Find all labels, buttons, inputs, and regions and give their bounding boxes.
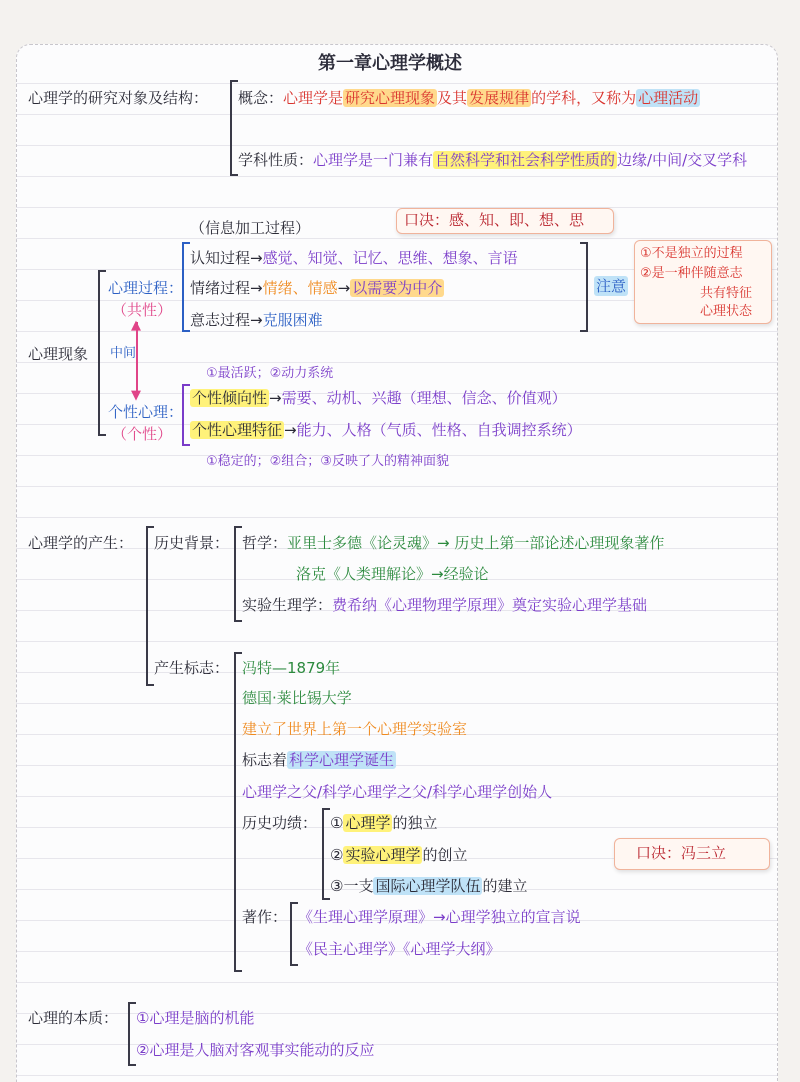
concept-line bbox=[238, 88, 700, 108]
s3-label: 心理学的产生： bbox=[28, 534, 134, 552]
merit-mnemonic-text: 口决：冯三立 bbox=[636, 844, 727, 862]
exp-text: 费希纳《心理物理学原理》奠定实验心理学基础 bbox=[332, 596, 648, 614]
bg-label: 历史背景： bbox=[154, 534, 230, 552]
mnemonic-text: 口决：感、知、即、想、思 bbox=[404, 211, 585, 229]
concept-pre: 心理学是 bbox=[283, 89, 344, 107]
tend-label: 个性倾向性 bbox=[192, 389, 268, 407]
works-label: 著作： bbox=[242, 908, 288, 926]
mark-bracket bbox=[234, 652, 242, 972]
works-2: 《民主心理学》《心理学大纲》 bbox=[298, 940, 501, 958]
merit-3-num: ③ bbox=[330, 877, 344, 895]
merit-1 bbox=[330, 813, 437, 833]
nature-label: 学科性质： bbox=[238, 151, 314, 169]
will-line bbox=[190, 310, 323, 330]
middle-label: 中间 bbox=[110, 346, 137, 361]
mark-2: 德国·莱比锡大学 bbox=[242, 689, 352, 707]
mark-4-pre: 标志着 bbox=[242, 751, 288, 769]
merit-1-hl: 心理学 bbox=[345, 814, 391, 832]
mark-5: 心理学之父/科学心理学之父/科学心理学创始人 bbox=[242, 783, 553, 801]
exp-line bbox=[242, 595, 647, 615]
concept-hl2: 发展规律 bbox=[469, 89, 530, 107]
cog-line bbox=[190, 248, 518, 268]
arrow: → bbox=[269, 389, 282, 407]
s2-root-bracket bbox=[98, 270, 106, 436]
char-line bbox=[190, 420, 582, 440]
cog-label: 认知过程 bbox=[190, 249, 251, 267]
concept-label: 概念： bbox=[238, 89, 284, 107]
concept-mid: 及其 bbox=[437, 89, 468, 107]
note-line-1: ①不是独立的过程 bbox=[640, 246, 743, 261]
note-label: 注意 bbox=[596, 277, 627, 295]
tend-items: 需要、动机、兴趣（理想、信念、价值观） bbox=[281, 389, 567, 407]
note-line-2: ②是一种伴随意志 bbox=[640, 266, 743, 281]
s4-label: 心理的本质： bbox=[28, 1009, 119, 1027]
arrow: → bbox=[250, 311, 263, 329]
arrow: → bbox=[250, 249, 263, 267]
pers-sub: （个性） bbox=[112, 425, 173, 443]
mark-1: 冯特—1879年 bbox=[242, 659, 341, 677]
s1-bracket bbox=[230, 80, 238, 176]
merit-2-post: 的创立 bbox=[422, 846, 468, 864]
concept-post: 的学科，又称为 bbox=[531, 89, 637, 107]
s4-bracket bbox=[128, 1002, 136, 1066]
merit-1-num: ① bbox=[330, 814, 344, 832]
s4-item-1: ①心理是脑的机能 bbox=[136, 1009, 255, 1027]
info-process: （信息加工过程） bbox=[190, 219, 311, 237]
middle-arrow-up: ▲ bbox=[131, 318, 141, 333]
merit-3 bbox=[330, 876, 528, 896]
proc-sub: （共性） bbox=[112, 301, 173, 319]
mark-3: 建立了世界上第一个心理学实验室 bbox=[242, 720, 468, 738]
emo-label: 情绪过程 bbox=[190, 279, 251, 297]
mark-4 bbox=[242, 750, 396, 770]
middle-arrow-down: ▼ bbox=[131, 388, 141, 403]
char-label: 个性心理特征 bbox=[192, 421, 283, 439]
pers-label: 个性心理： bbox=[108, 403, 184, 421]
tend-line bbox=[190, 388, 567, 408]
merit-3-post: 的建立 bbox=[482, 877, 528, 895]
works-1: 《生理心理学原理》→心理学独立的宣言说 bbox=[298, 908, 581, 926]
char-items: 能力、人格（气质、性格、自我调控系统） bbox=[296, 421, 582, 439]
cog-items: 感觉、知觉、记忆、思维、想象、言语 bbox=[262, 249, 518, 267]
emo-items: 情绪、情感 bbox=[262, 279, 338, 297]
arrow: → bbox=[284, 421, 297, 439]
concept-hl1: 研究心理现象 bbox=[345, 89, 436, 107]
phil-line1: 亚里士多德《论灵魂》→ 历史上第一部论述心理现象著作 bbox=[287, 534, 665, 552]
pers-bracket bbox=[182, 384, 190, 446]
page-title: 第一章心理学概述 bbox=[318, 53, 462, 74]
s4-item-2: ②心理是人脑对客观事实能动的反应 bbox=[136, 1041, 375, 1059]
tend-top: ①最活跃；②动力系统 bbox=[206, 366, 334, 381]
phil-line2: 洛克《人类理解论》→经验论 bbox=[296, 565, 489, 583]
note-bracket bbox=[580, 242, 588, 332]
mark-4-hl: 科学心理学诞生 bbox=[289, 751, 395, 769]
nature-line bbox=[238, 150, 747, 170]
note-line-4: 心理状态 bbox=[700, 304, 753, 319]
exp-label: 实验生理学： bbox=[242, 596, 333, 614]
merit-2-num: ② bbox=[330, 846, 344, 864]
s1-label: 心理学的研究对象及结构： bbox=[28, 89, 209, 107]
will-label: 意志过程 bbox=[190, 311, 251, 329]
merit-3-pre: 一支 bbox=[343, 877, 374, 895]
merit-1-post: 的独立 bbox=[392, 814, 438, 832]
proc-bracket bbox=[182, 242, 190, 332]
nature-hl: 自然科学和社会科学性质的 bbox=[435, 151, 616, 169]
char-bottom: ①稳定的；②组合；③反映了人的精神面貌 bbox=[206, 454, 449, 469]
bg-bracket bbox=[234, 526, 242, 622]
arrow: → bbox=[250, 279, 263, 297]
merit-2 bbox=[330, 845, 467, 865]
merit-3-hl: 国际心理学队伍 bbox=[375, 877, 481, 895]
proc-label: 心理过程： bbox=[108, 279, 184, 297]
s2-root: 心理现象 bbox=[28, 345, 89, 363]
will-items: 克服困难 bbox=[262, 311, 323, 329]
merit-2-hl: 实验心理学 bbox=[345, 846, 421, 864]
nature-pre: 心理学是一门兼有 bbox=[313, 151, 434, 169]
mark-label: 产生标志： bbox=[154, 659, 230, 677]
nature-post: 边缘/中间/交叉学科 bbox=[617, 151, 748, 169]
emo-line bbox=[190, 278, 444, 298]
phil-line bbox=[242, 533, 664, 553]
emo-need: 以需要为中介 bbox=[352, 279, 443, 297]
s3-bracket bbox=[146, 526, 154, 686]
merit-label: 历史功绩： bbox=[242, 814, 318, 832]
merit-bracket bbox=[322, 808, 330, 900]
note-line-3: 共有特征 bbox=[700, 286, 753, 301]
works-bracket bbox=[290, 902, 298, 966]
phil-label: 哲学： bbox=[242, 534, 288, 552]
concept-hl3: 心理活动 bbox=[638, 89, 699, 107]
arrow: → bbox=[337, 279, 351, 297]
